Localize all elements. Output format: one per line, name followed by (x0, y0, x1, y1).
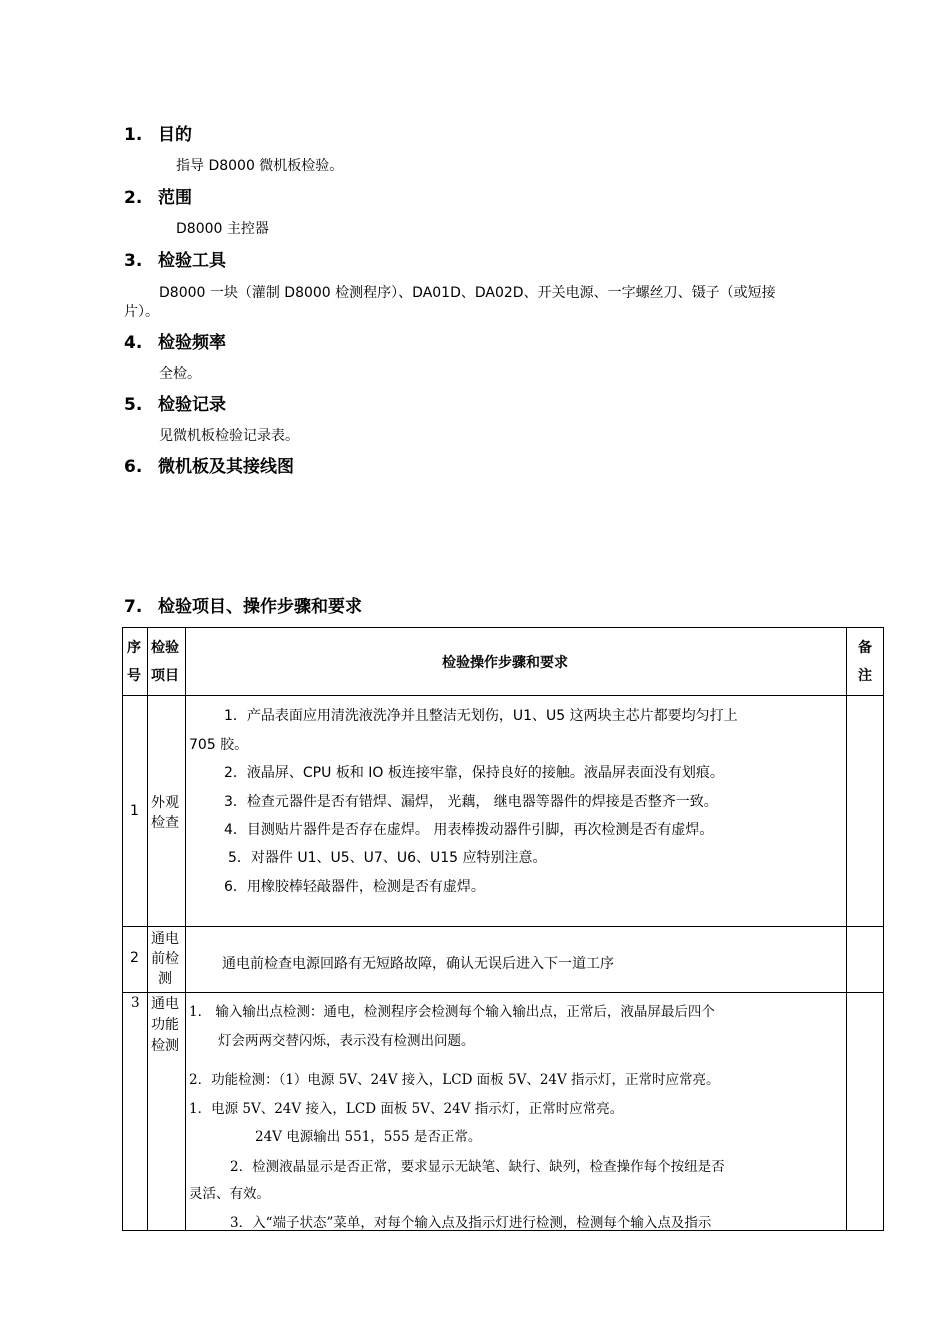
row-item: 检测 (151, 1038, 179, 1054)
row-item: 外观 (151, 795, 179, 811)
header-note: 注 (858, 668, 872, 684)
row-step-line: 1．电源 5V、24V 接入，LCD 面板 5V、24V 指示灯，正常时应常亮。 (189, 1101, 624, 1117)
row-item: 功能 (151, 1017, 179, 1033)
section-heading-inspection-items (124, 597, 362, 617)
section-title: 微机板及其接线图 (158, 457, 294, 477)
table-row-divider (122, 695, 884, 696)
table-border (883, 627, 884, 1231)
section-body-line: D8000 一块（灌制 D8000 检测程序）、DA01D、DA02D、开关电源、一字螺丝刀、镊子（或短接 (159, 285, 776, 301)
section-title: 目的 (158, 125, 192, 145)
row-step-line: 灯会两两交替闪烁，表示没有检测出问题。 (218, 1033, 475, 1049)
section-heading-frequency (124, 333, 226, 353)
section-body-line: D8000 主控器 (176, 221, 269, 237)
header-item: 项目 (151, 668, 179, 684)
row-item: 检查 (151, 815, 179, 831)
row-seq: 3 (131, 995, 140, 1011)
table-col-divider (846, 627, 847, 1231)
section-heading-scope (124, 188, 192, 208)
header-seq: 序 (127, 640, 141, 656)
header-steps: 检验操作步骤和要求 (442, 655, 568, 671)
row-step-line: 通电前检查电源回路有无短路故障，确认无误后进入下一道工序 (222, 956, 614, 972)
row-item: 前检 (151, 951, 179, 967)
row-step-line: 2．液晶屏、CPU 板和 IO 板连接牢靠，保持良好的接触。液晶屏表面没有划痕。 (224, 765, 724, 781)
section-body-line: 片）。 (124, 304, 159, 320)
row-step-line: 1．产品表面应用清洗液洗净并且整洁无划伤，U1、U5 这两块主芯片都要均匀打上 (224, 708, 738, 724)
section-title: 范围 (158, 188, 192, 208)
row-item: 通电 (151, 931, 179, 947)
section-title: 检验工具 (158, 251, 226, 271)
inspection-table (122, 627, 884, 1231)
section-title: 检验频率 (158, 333, 226, 353)
table-row-divider (122, 926, 884, 927)
section-number: 5. (124, 395, 143, 415)
row-item: 测 (158, 971, 172, 987)
row-step-line: 3．检查元器件是否有错焊、漏焊， 光藕， 继电器等器件的焊接是否整齐一致。 (224, 794, 718, 810)
section-number: 6. (124, 457, 143, 477)
header-seq: 号 (127, 668, 141, 684)
row-item: 通电 (151, 996, 179, 1012)
row-step-line: 2．功能检测：（1）电源 5V、24V 接入，LCD 面板 5V、24V 指示灯，正常时应常亮。 (189, 1072, 720, 1088)
table-col-divider (185, 627, 186, 1231)
section-body-line: 指导 D8000 微机板检验。 (176, 158, 344, 174)
row-step-line: 1． 输入输出点检测：通电，检测程序会检测每个输入输出点，正常后，液晶屏最后四个 (189, 1004, 715, 1020)
table-border (122, 627, 123, 1231)
row-step-line: 2．检测液晶显示是否正常，要求显示无缺笔、缺行、缺列，检查操作每个按纽是否 (230, 1159, 725, 1175)
section-number: 2. (124, 188, 143, 208)
row-step-line: 3．入“端子状态”菜单，对每个输入点及指示灯进行检测，检测每个输入点及指示 (230, 1215, 712, 1231)
header-item: 检验 (151, 640, 179, 656)
section-title: 检验记录 (158, 395, 226, 415)
section-number: 1. (124, 125, 143, 145)
row-seq: 2 (130, 950, 139, 966)
row-step-line: 4．目测贴片器件是否存在虚焊。 用表棒拨动器件引脚，再次检测是否有虚焊。 (224, 822, 714, 838)
table-border (122, 627, 884, 628)
row-step-line: 6．用橡胶棒轻敲器件，检测是否有虚焊。 (224, 879, 485, 895)
table-col-divider (147, 627, 148, 1231)
section-heading-records (124, 395, 226, 415)
section-heading-purpose (124, 125, 192, 145)
section-heading-tools (124, 251, 226, 271)
section-number: 7. (124, 597, 143, 617)
row-step-line: 705 胶。 (189, 737, 249, 753)
section-title: 检验项目、操作步骤和要求 (158, 597, 362, 617)
section-number: 3. (124, 251, 143, 271)
section-body-line: 全检。 (159, 366, 201, 382)
row-step-line: 5．对器件 U1、U5、U7、U6、U15 应特别注意。 (228, 850, 547, 866)
row-step-line: 灵活、有效。 (189, 1186, 270, 1202)
row-seq: 1 (130, 803, 139, 819)
section-heading-wiring (124, 457, 294, 477)
row-step-line: 24V 电源输出 551，555 是否正常。 (255, 1129, 482, 1145)
section-number: 4. (124, 333, 143, 353)
header-note: 备 (858, 640, 872, 656)
table-row-divider (122, 992, 884, 993)
section-body-line: 见微机板检验记录表。 (159, 428, 299, 444)
